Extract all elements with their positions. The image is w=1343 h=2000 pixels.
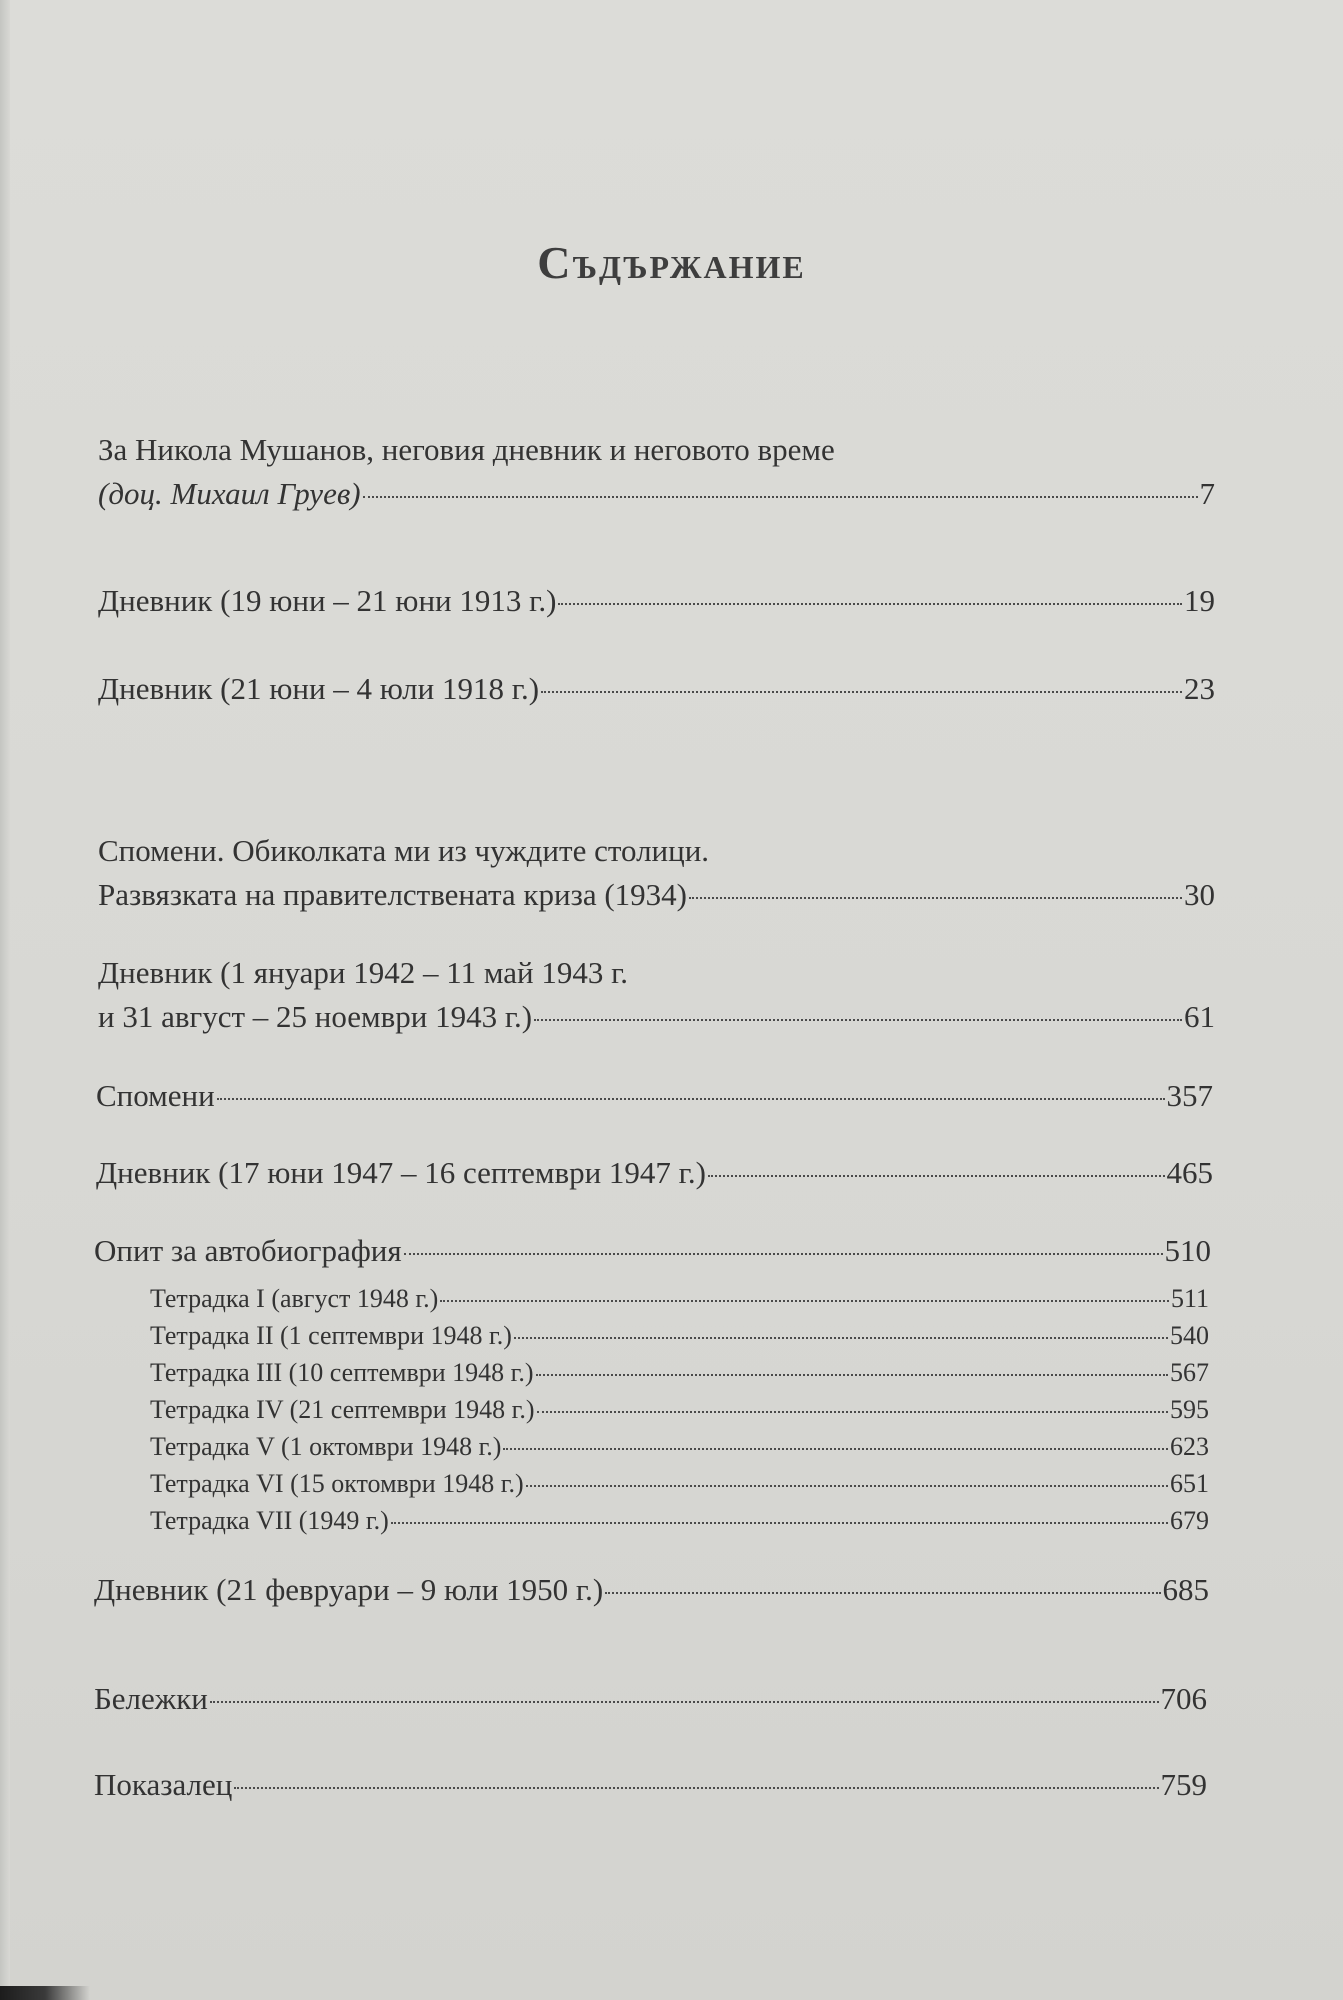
toc-page-number: 651 <box>1170 1469 1209 1498</box>
toc-page-number: 7 <box>1199 476 1215 511</box>
toc-entry-diary-1947 <box>96 1155 1213 1191</box>
toc-entry-title-line1: Спомени. Обиколката ми из чуждите столици. <box>98 833 710 868</box>
dot-leader <box>708 1175 1165 1177</box>
dot-leader <box>363 496 1198 498</box>
toc-page-number: 679 <box>1170 1506 1209 1535</box>
toc-page-number: 567 <box>1170 1358 1209 1387</box>
toc-entry-title-line2: и 31 август – 25 ноември 1943 г.) <box>98 999 533 1034</box>
dot-leader <box>440 1300 1169 1302</box>
toc-page-number: 30 <box>1184 877 1215 912</box>
dot-leader <box>391 1522 1168 1524</box>
toc-page-number: 685 <box>1162 1572 1209 1607</box>
toc-subentry-notebook-5 <box>150 1432 1209 1462</box>
toc-entry-title: Тетрадка VI (15 октомври 1948 г.) <box>150 1469 524 1498</box>
toc-page-number: 357 <box>1166 1078 1213 1113</box>
toc-entry-row <box>98 999 1215 1035</box>
dot-leader <box>404 1253 1163 1255</box>
toc-entry-title-line1: За Никола Мушанов, неговия дневник и неговото време <box>98 432 835 467</box>
toc-entry-title: Дневник (21 февруари – 9 юли 1950 г.) <box>94 1572 604 1607</box>
toc-entry-notes <box>94 1681 1207 1717</box>
toc-subentry-notebook-4 <box>150 1395 1209 1425</box>
toc-page-number: 759 <box>1160 1767 1207 1802</box>
toc-entry-title: Тетрадка IV (21 септември 1948 г.) <box>150 1395 535 1424</box>
dot-leader <box>514 1337 1168 1339</box>
toc-entry-title: Тетрадка II (1 септември 1948 г.) <box>150 1321 512 1350</box>
toc-entry-title-line2: (доц. Михаил Груев) <box>98 476 361 511</box>
dot-leader <box>605 1592 1160 1594</box>
toc-entry-title: Бележки <box>94 1681 208 1716</box>
page-title: Съдържание <box>537 237 806 288</box>
dot-leader <box>210 1701 1159 1703</box>
toc-entry-title: Показалец <box>94 1767 233 1802</box>
dot-leader <box>689 897 1182 899</box>
dot-leader <box>503 1448 1168 1450</box>
toc-entry-index <box>94 1767 1207 1803</box>
toc-entry-diary-1942 <box>98 955 1215 1035</box>
toc-entry-memoirs <box>96 1078 1213 1114</box>
toc-page-number: 706 <box>1160 1681 1207 1716</box>
toc-entry-title: Тетрадка III (10 септември 1948 г.) <box>150 1358 534 1387</box>
dot-leader <box>537 1411 1168 1413</box>
toc-subentry-notebook-3 <box>150 1358 1209 1388</box>
toc-entry-diary-1918 <box>98 671 1215 707</box>
toc-page-number: 19 <box>1184 583 1215 618</box>
toc-entry-title: Тетрадка I (август 1948 г.) <box>150 1284 439 1313</box>
toc-entry-row <box>98 476 1215 512</box>
toc-entry-title: Тетрадка VII (1949 г.) <box>150 1506 389 1535</box>
toc-page-number: 510 <box>1164 1233 1211 1268</box>
toc-entry-title: Дневник (21 юни – 4 юли 1918 г.) <box>98 671 540 706</box>
toc-entry-autobiography <box>94 1233 1211 1269</box>
toc-entry-title-line2: Развязката на правителствената криза (1934) <box>98 877 687 912</box>
toc-entry-title: Спомени <box>96 1078 215 1113</box>
toc-entry-title: Дневник (17 юни 1947 – 16 септември 1947 г.) <box>96 1155 706 1190</box>
dot-leader <box>534 1019 1182 1021</box>
toc-entry-memoirs-1934 <box>98 833 1215 913</box>
toc-subentry-notebook-7 <box>150 1506 1209 1536</box>
toc-entry-title: Опит за автобиография <box>94 1233 402 1268</box>
toc-page-number: 23 <box>1184 671 1215 706</box>
toc-subentry-notebook-2 <box>150 1321 1209 1351</box>
toc-subentry-notebook-1 <box>150 1284 1209 1314</box>
toc-entry-row <box>98 877 1215 913</box>
toc-page-number: 623 <box>1170 1432 1209 1461</box>
dot-leader <box>536 1374 1168 1376</box>
toc-page-number: 61 <box>1184 999 1215 1034</box>
toc-entry-intro <box>98 432 1215 512</box>
dot-leader <box>558 603 1182 605</box>
toc-page-number: 540 <box>1170 1321 1209 1350</box>
dot-leader <box>234 1787 1158 1789</box>
toc-page-number: 511 <box>1170 1284 1209 1313</box>
toc-entry-diary-1950 <box>94 1572 1209 1608</box>
dot-leader <box>217 1098 1165 1100</box>
toc-page-number: 595 <box>1170 1395 1209 1424</box>
dot-leader <box>541 691 1182 693</box>
dot-leader <box>526 1485 1168 1487</box>
toc-page-number: 465 <box>1166 1155 1213 1190</box>
toc-subentry-notebook-6 <box>150 1469 1209 1499</box>
toc-entry-title: Тетрадка V (1 октомври 1948 г.) <box>150 1432 502 1461</box>
toc-entry-title-line1: Дневник (1 януари 1942 – 11 май 1943 г. <box>98 955 629 990</box>
toc-entry-diary-1913 <box>98 583 1215 619</box>
toc-entry-title: Дневник (19 юни – 21 юни 1913 г.) <box>98 583 557 618</box>
